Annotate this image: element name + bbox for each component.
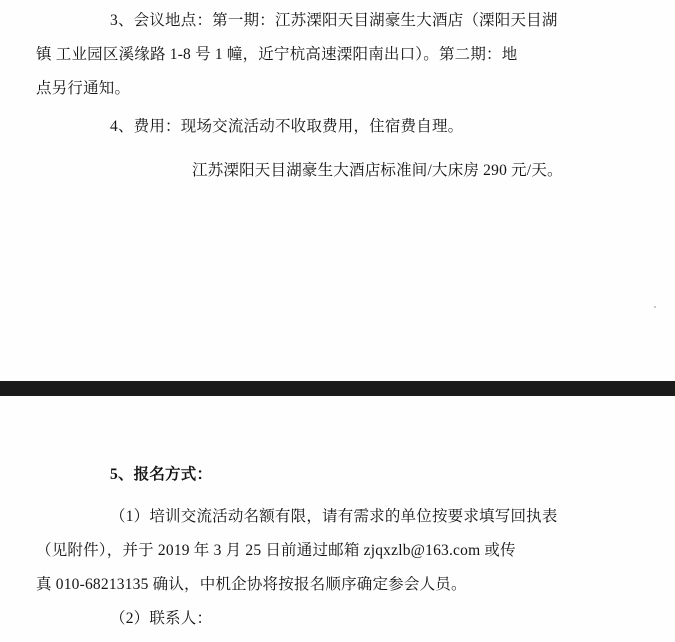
registration-line-1: （1）培训交流活动名额有限，请有需求的单位按要求填写回执表 [110,508,558,525]
section-registration [0,458,675,636]
section-fees [0,110,675,188]
registration-line-3: 真 010-68213135 确认，中机企协将按报名顺序确定参会人员。 [36,576,467,593]
section-venue [0,4,675,106]
fees-line-1: 4、费用：现场交流活动不收取费用，住宿费自理。 [110,118,464,135]
registration-heading: 5、报名方式： [110,466,213,483]
venue-line-3: 点另行通知。 [36,80,131,97]
page-separator-band [0,381,675,396]
venue-line-1: 3、会议地点：第一期：江苏溧阳天目湖豪生大酒店（溧阳天目湖 [110,12,558,29]
venue-line-2: 镇 工业园区溪缘路 1-8 号 1 幢，近宁杭高速溧阳南出口）。第二期：地 [36,46,518,63]
registration-line-2: （见附件），并于 2019 年 3 月 25 日前通过邮箱 zjqxzlb@163.com 或传 [36,542,516,559]
scan-speck [654,306,656,308]
fees-line-2: 江苏溧阳天目湖豪生大酒店标准间/大床房 290 元/天。 [192,162,563,179]
registration-line-4: （2）联系人： [110,610,213,627]
